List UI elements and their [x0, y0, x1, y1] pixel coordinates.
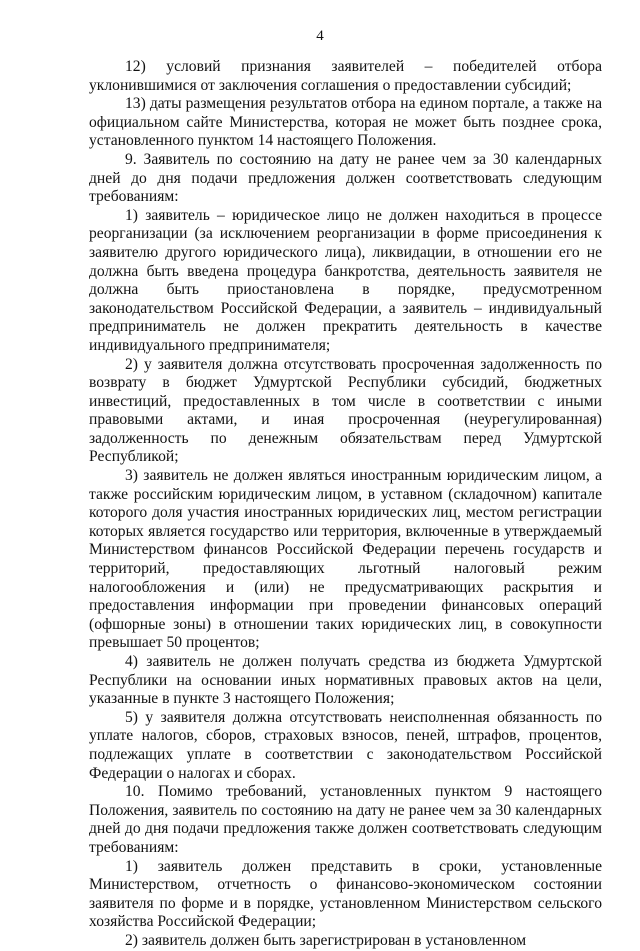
paragraph-requirement-5: 5) у заявителя должна отсутствовать неисполненная обязанность по уплате налогов, сборов, страховых взносов, пеней, штрафов, процентов, подлежащих уплате в соответствии с законодательством Российской Федерации о налогах и сборах.: [89, 708, 602, 782]
paragraph-clause-10-item-2: 2) заявитель должен быть зарегистрирован в установленном: [125, 931, 527, 949]
page-number: 4: [316, 28, 324, 44]
paragraph-item-12: 12) условий признания заявителей – победителей отбора уклонившимися от заключения соглашения о предоставлении субсидий;: [89, 58, 602, 94]
paragraph-clause-9: 9. Заявитель по состоянию на дату не ранее чем за 30 календарных дней до дня подачи предложения должен соответствовать следующим требованиям:: [89, 150, 602, 206]
paragraph-requirement-3: 3) заявитель не должен являться иностранным юридическим лицом, а также российским юридическим лицом, в уставном (складочном) капитале которого доля участия иностранных юридических лиц, местом регистрации которых является государство или территория, включенные в утверждаемый Министерством финансов Российской Федерации перечень государств и территорий, предоставляющих льготный налоговый режим налогообложения и (или) не предусматривающих раскрытия и предоставления информации при проведении финансовых операций (офшорные зоны) в отношении таких юридических лиц, в совокупности превышает 50 процентов;: [89, 467, 602, 652]
paragraph-clause-10-item-1: 1) заявитель должен представить в сроки, установленные Министерством, отчетность о финансово-экономическом состоянии заявителя по форме и в порядке, установленном Министерством сельского хозяйства Российской Федерации;: [89, 857, 602, 931]
paragraph-clause-10: 10. Помимо требований, установленных пунктом 9 настоящего Положения, заявитель по состоянию на дату не ранее чем за 30 календарных дней до дня подачи предложения также должен соответствовать следующим требованиям:: [89, 783, 602, 856]
paragraph-item-13: 13) даты размещения результатов отбора на едином портале, а также на официальном сайте Министерства, которая не может быть позднее срока, установленного пунктом 14 настоящего Положения.: [89, 95, 602, 150]
paragraph-requirement-1: 1) заявитель – юридическое лицо не должен находиться в процессе реорганизации (за исключением реорганизации в форме присоединения к заявителю другого юридического лица), ликвидации, в отношении его не должна быть введена процедура банкротства, деятельность заявителя не должна быть приостановлена в порядке, предусмотренном законодательством Российской Федерации, а заявитель – индивидуальный предприниматель не должен прекратить деятельность в качестве индивидуального предпринимателя;: [89, 206, 602, 354]
paragraph-requirement-4: 4) заявитель не должен получать средства из бюджета Удмуртской Республики на основании иных нормативных правовых актов на цели, указанные в пункте 3 настоящего Положения;: [89, 653, 602, 708]
paragraph-requirement-2: 2) у заявителя должна отсутствовать просроченная задолженность по возврату в бюджет Удмуртской Республики субсидий, бюджетных инвестиций, предоставленных в том числе в соответствии с иными правовыми актами, и иная просроченная (неурегулированная) задолженность по денежным обязательствам перед Удмуртской Республикой;: [89, 355, 602, 466]
document-body: [89, 58, 602, 951]
